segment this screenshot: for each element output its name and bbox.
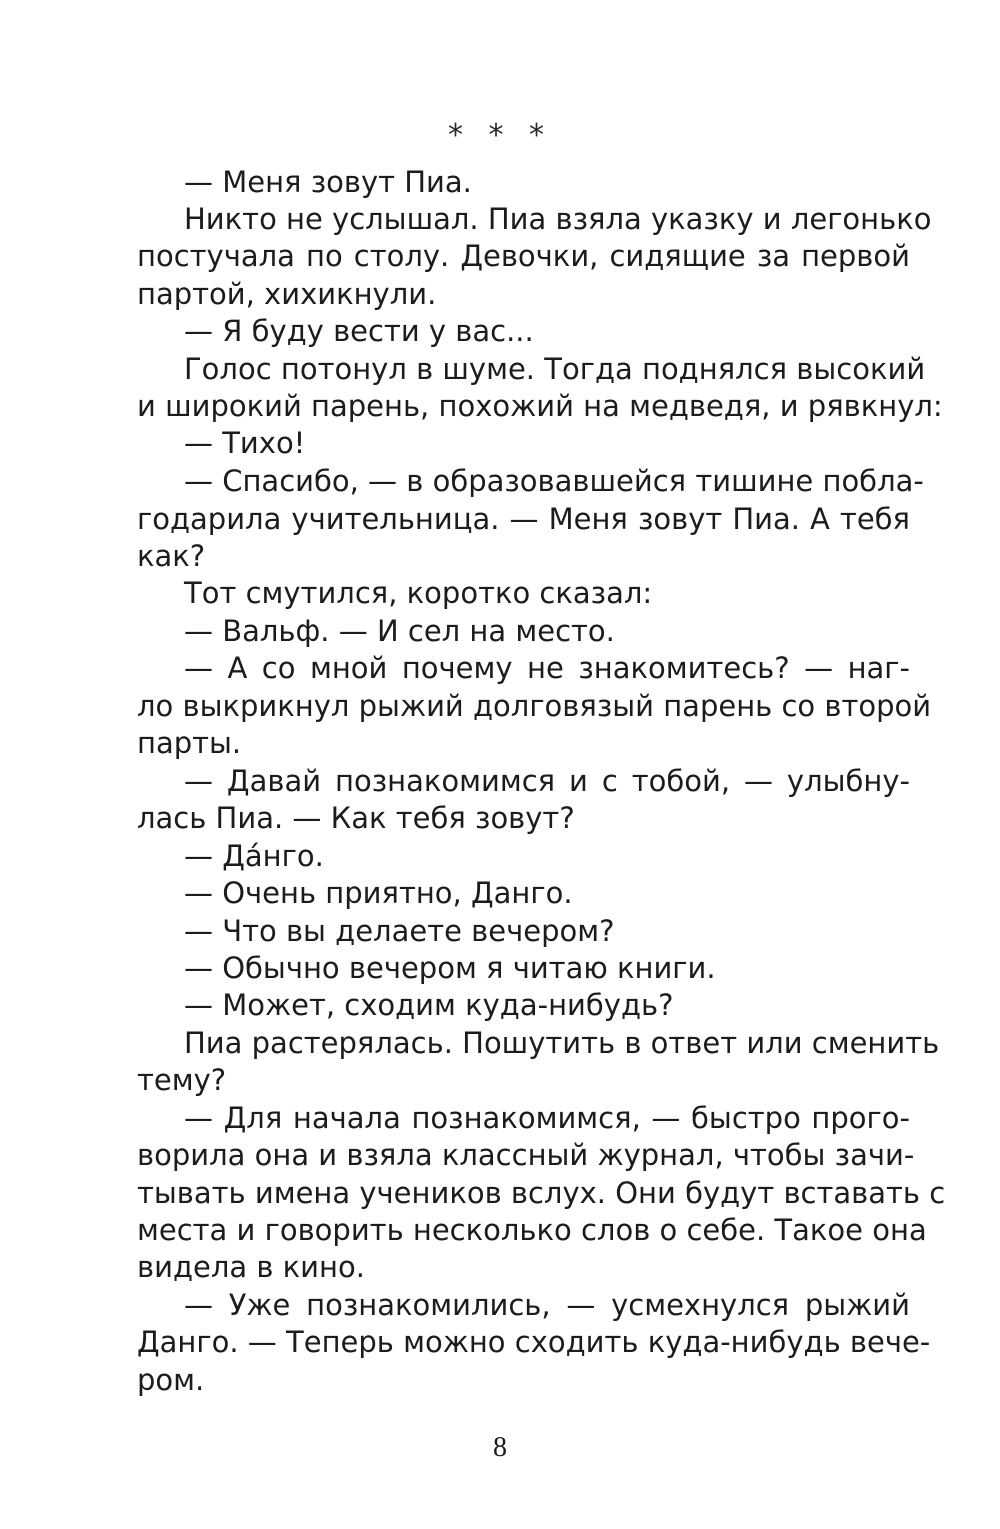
text-line: партой, хихикнули. (137, 277, 437, 311)
text-line: — Уже познакомились, — усмехнулся рыжий (184, 1288, 910, 1322)
text-line: парты. (137, 726, 242, 760)
text-line: Пиа растерялась. Пошутить в ответ или сменить (184, 1026, 940, 1060)
text-line: ворила она и взяла классный журнал, чтобы зачи- (137, 1138, 915, 1172)
text-line: места и говорить несколько слов о себе. Такое она (137, 1213, 927, 1247)
text-line: как? (137, 539, 206, 573)
text-line: ло выкрикнул рыжий долговязый парень со второй (137, 689, 932, 723)
text-line: — Да́нго. (184, 839, 324, 873)
text-line: — А со мной почему не знакомитесь? — наг- (184, 651, 910, 685)
text-line: — Тихо! (184, 426, 306, 460)
text-line: тывать имена учеников вслух. Они будут вставать с (137, 1176, 946, 1210)
text-line: — Меня зовут Пиа. (184, 165, 472, 199)
section-separator: * * * (447, 118, 553, 153)
text-line: — Обычно вечером я читаю книги. (184, 951, 716, 985)
text-line: — Очень приятно, Данго. (184, 876, 573, 910)
text-line: тему? (137, 1063, 227, 1097)
text-line: Голос потонул в шуме. Тогда поднялся высокий (184, 352, 926, 386)
text-line: — Может, сходим куда-нибудь? (184, 988, 674, 1022)
text-line: Тот смутился, коротко сказал: (184, 576, 653, 610)
page-number: 8 (493, 1432, 507, 1463)
text-line: — Для начала познакомимся, — быстро прого- (184, 1101, 910, 1135)
text-line: Данго. — Теперь можно сходить куда-нибудь вече- (137, 1325, 931, 1359)
text-line: — Давай познакомимся и с тобой, — улыбну- (184, 764, 910, 798)
text-line: — Что вы делаете вечером? (184, 914, 615, 948)
text-line: — Спасибо, — в образовавшейся тишине побла- (184, 464, 924, 498)
text-line: Никто не услышал. Пиа взяла указку и легонько (184, 202, 932, 236)
text-line: — Я буду вести у вас... (184, 314, 534, 348)
text-line: постучала по столу. Девочки, сидящие за первой (137, 239, 910, 273)
text-line: лась Пиа. — Как тебя зовут? (137, 801, 575, 835)
text-line: — Вальф. — И сел на место. (184, 614, 615, 648)
text-line: ром. (137, 1363, 205, 1397)
text-line: годарила учительница. — Меня зовут Пиа. А тебя (137, 502, 910, 536)
text-line: видела в кино. (137, 1250, 365, 1284)
text-line: и широкий парень, похожий на медведя, и рявкнул: (137, 389, 943, 423)
